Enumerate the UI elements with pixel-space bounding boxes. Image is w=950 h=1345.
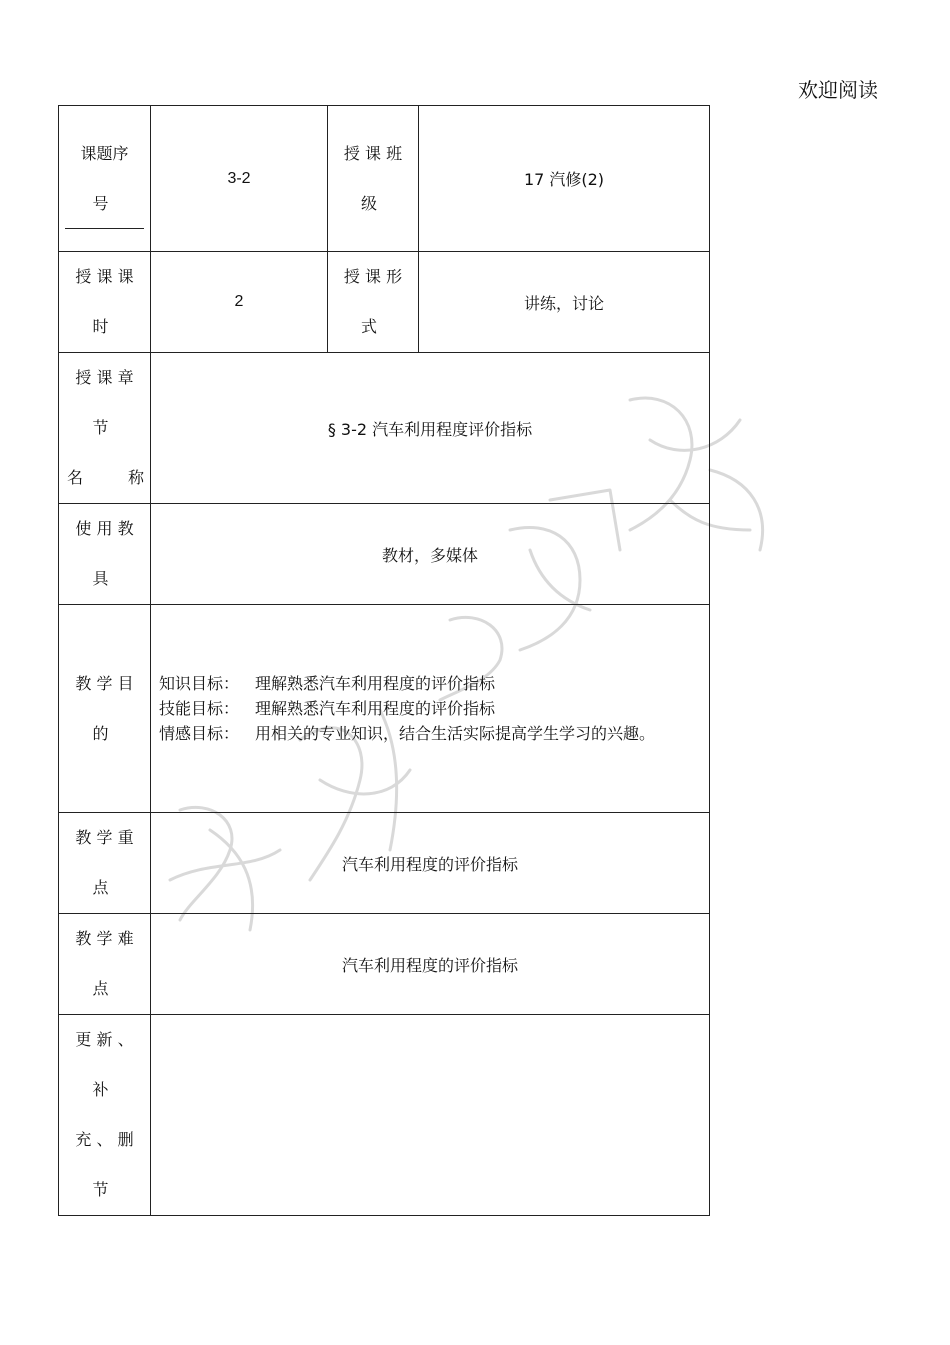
update-value	[151, 1015, 710, 1216]
table-row	[59, 106, 710, 252]
goal-emotion: 情感目标： 用相关的专业知识，结合生活实际提高学生学习的兴趣。	[159, 724, 656, 743]
goal-knowledge: 知识目标： 理解熟悉汽车利用程度的评价指标	[159, 674, 496, 693]
class-label: 授 课 班 级	[328, 106, 419, 252]
table-row	[59, 914, 710, 1015]
welcome-note: 欢迎阅读	[798, 78, 878, 102]
update-label: 更 新 、 补 充 、 删 节	[59, 1015, 151, 1216]
table-row	[59, 504, 710, 605]
table-row	[59, 252, 710, 353]
table-row	[59, 813, 710, 914]
hours-label: 授 课 课 时	[59, 252, 151, 353]
difficulty-value: 汽车利用程度的评价指标	[151, 914, 710, 1015]
difficulty-label: 教 学 难 点	[59, 914, 151, 1015]
table-row	[59, 1015, 710, 1216]
goals-label: 教 学 目 的	[59, 605, 151, 813]
class-value: 17 汽修(2)	[419, 106, 710, 252]
key-point-value: 汽车利用程度的评价指标	[151, 813, 710, 914]
course-number-value: 3-2	[151, 106, 328, 252]
form-value: 讲练，讨论	[419, 252, 710, 353]
course-number-label: 课题序 号	[59, 106, 151, 252]
table-row	[59, 605, 710, 813]
goal-skill: 技能目标： 理解熟悉汽车利用程度的评价指标	[159, 699, 496, 718]
form-label: 授 课 形 式	[328, 252, 419, 353]
hours-value: 2	[151, 252, 328, 353]
goals-content	[151, 605, 710, 813]
lesson-plan-table	[58, 105, 710, 1216]
chapter-label: 授 课 章 节 名 称	[59, 353, 151, 504]
table-row	[59, 353, 710, 504]
tools-label: 使 用 教 具	[59, 504, 151, 605]
underline-divider	[65, 228, 144, 229]
tools-value: 教材，多媒体	[151, 504, 710, 605]
key-point-label: 教 学 重 点	[59, 813, 151, 914]
chapter-value: § 3-2 汽车利用程度评价指标	[151, 353, 710, 504]
